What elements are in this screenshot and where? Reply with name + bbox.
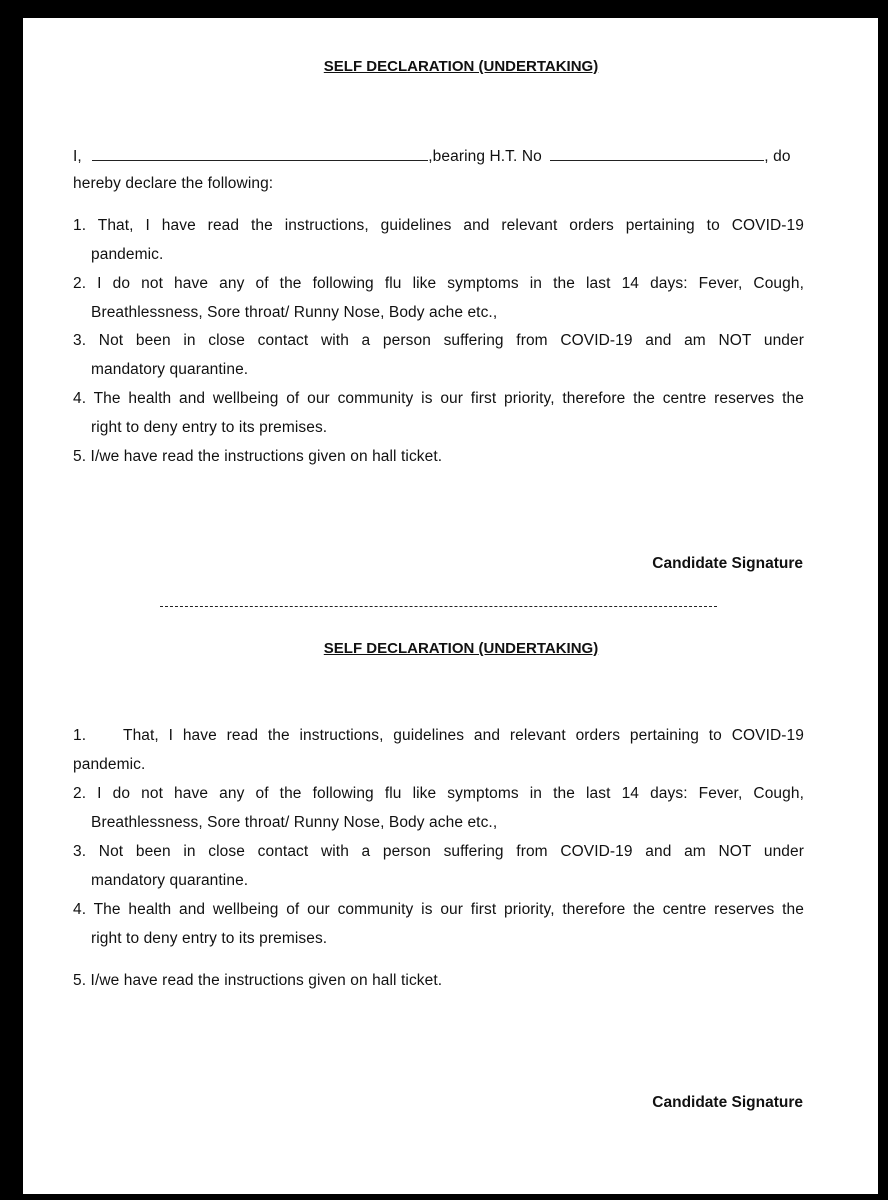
item-1b-line-1: That, I have read the instructions, guidelines and relevant orders pertaining to COVID-19	[123, 727, 804, 744]
item-4b-line-1: 4. The health and wellbeing of our community is our first priority, therefore the centre reserves the	[73, 901, 804, 918]
item-1b-number: 1.	[73, 727, 87, 744]
item-1-line-1: 1. That, I have read the instructions, guidelines and relevant orders pertaining to COVID-19	[73, 217, 804, 234]
item-2b-line-2: Breathlessness, Sore throat/ Runny Nose, Body ache etc.,	[91, 814, 498, 831]
intro-line-2: hereby declare the following:	[73, 175, 274, 192]
intro-bearing: ,bearing H.T. No	[428, 148, 542, 165]
item-3b-line-1: 3. Not been in close contact with a person suffering from COVID-19 and am NOT under	[73, 843, 804, 860]
intro-line	[73, 146, 804, 166]
intro-prefix: I,	[73, 148, 82, 165]
item-1b-line-2: pandemic.	[73, 756, 146, 773]
item-2-line-1: 2. I do not have any of the following flu like symptoms in the last 14 days: Fever, Cough,	[73, 275, 804, 292]
item-5-line-1: 5. I/we have read the instructions given on hall ticket.	[73, 448, 443, 465]
item-5b-line-1: 5. I/we have read the instructions given on hall ticket.	[73, 972, 443, 989]
item-2-line-2: Breathlessness, Sore throat/ Runny Nose, Body ache etc.,	[91, 304, 498, 321]
item-3-line-2: mandatory quarantine.	[91, 361, 249, 378]
item-4b-line-2: right to deny entry to its premises.	[91, 930, 328, 947]
candidate-signature-label-2: Candidate Signature	[652, 1094, 803, 1111]
item-1-line-2: pandemic.	[91, 246, 164, 263]
name-blank[interactable]	[92, 146, 428, 161]
document-page	[23, 18, 878, 1194]
item-3b-line-2: mandatory quarantine.	[91, 872, 249, 889]
intro-suffix: , do	[764, 148, 791, 165]
item-3-line-1: 3. Not been in close contact with a person suffering from COVID-19 and am NOT under	[73, 332, 804, 349]
cut-line-divider	[160, 606, 717, 607]
ht-number-blank[interactable]	[550, 146, 764, 161]
item-4-line-2: right to deny entry to its premises.	[91, 419, 328, 436]
item-4-line-1: 4. The health and wellbeing of our community is our first priority, therefore the centre reserves the	[73, 390, 804, 407]
declaration-title: SELF DECLARATION (UNDERTAKING)	[323, 58, 599, 75]
declaration-title-2: SELF DECLARATION (UNDERTAKING)	[323, 640, 599, 657]
candidate-signature-label: Candidate Signature	[652, 555, 803, 572]
item-2b-line-1: 2. I do not have any of the following flu like symptoms in the last 14 days: Fever, Cough,	[73, 785, 804, 802]
